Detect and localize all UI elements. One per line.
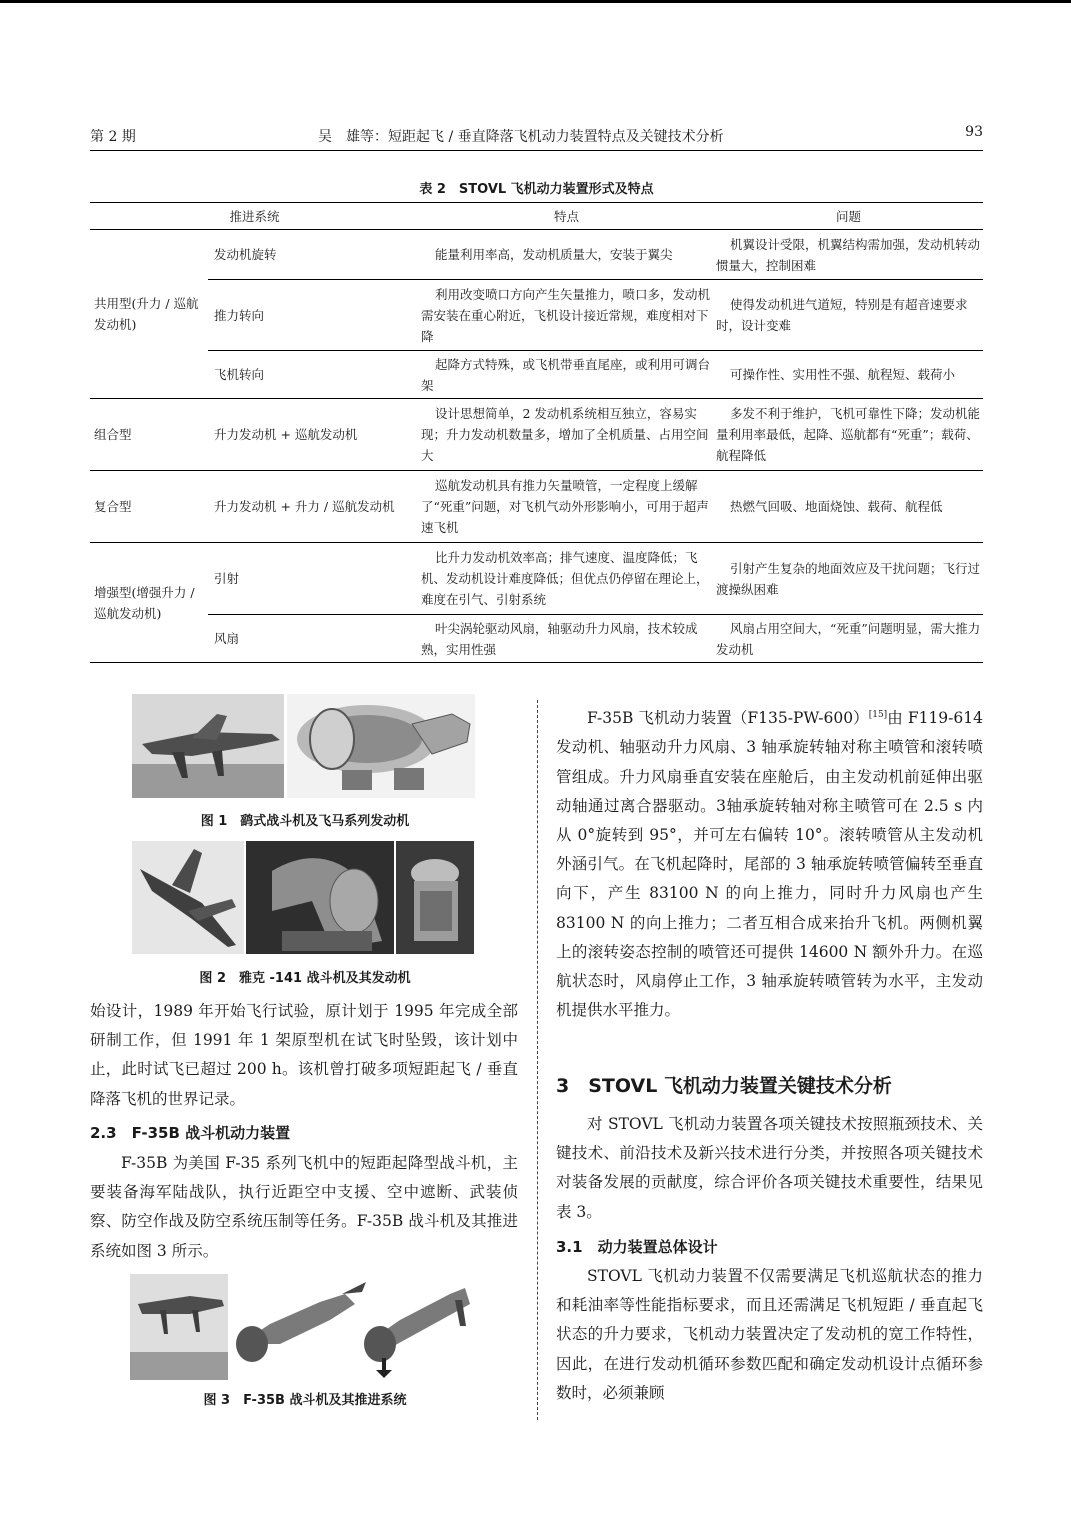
f-35b-propulsion-image: [130, 1274, 472, 1380]
harrier-and-pegasus-image: [132, 694, 475, 798]
running-head: [90, 124, 983, 151]
heading-3-1: 3.1 动力装置总体设计: [556, 1238, 718, 1256]
right-paragraph-2: 对 STOVL 飞机动力装置各项关键技术按照瓶颈技术、关键技术、前沿技术及新兴技术进行分类，并按照各项关键技术对装备发展的贡献度，综合评价各项关键技术重要性，结果见表 3。: [556, 1115, 983, 1221]
heading-3: 3 STOVL 飞机动力装置关键技术分析: [556, 1075, 892, 1097]
issue-cell: 机翼设计受限，机翼结构需加强，发动机转动惯量大，控制困难: [716, 236, 981, 273]
figure-3-images: [130, 1274, 472, 1380]
feature-cell: 叶尖涡轮驱动风扇，轴驱动升力风扇，技术较成熟，实用性强: [419, 615, 714, 663]
figure-1-images: [132, 694, 475, 798]
issue-cell: 多发不利于维护，飞机可靠性下降；发动机能量利用率最低，起降、巡航都有“死重”；载荷、航程降低: [714, 399, 983, 471]
figure-2-images: [132, 841, 474, 954]
issue-cell: 风扇占用空间大，“死重”问题明显，需大推力发动机: [714, 615, 983, 663]
table-row: [90, 351, 983, 399]
left-paragraph-2: F-35B 为美国 F-35 系列飞机中的短距起降型战斗机，主要装备海军陆战队，执行近距空中支援、空中遮断、武装侦察、防空作战及防空系统压制等任务。F-35B 战斗机及其推进系统如图 3 所示。: [90, 1154, 518, 1260]
table-row: [90, 280, 983, 351]
figure-3-caption: 图 3 F-35B 战斗机及其推进系统: [203, 1393, 407, 1408]
yak-141-and-engine-image: [132, 841, 474, 954]
column-divider: [537, 700, 538, 1420]
system-cell: 升力发动机 + 升力 / 巡航发动机: [208, 471, 419, 543]
header-system: 推进系统: [90, 203, 419, 230]
citation-15: [15]: [868, 710, 888, 720]
system-cell: 风扇: [208, 615, 419, 663]
table-row: [90, 399, 983, 471]
left-paragraph-1: 始设计，1989 年开始飞行试验，原计划于 1995 年完成全部研制工作，但 1991 年 1 架原型机在试飞时坠毁，该计划中止，此时试飞已超过 200 h。该机曾打破多项短距起飞 / 垂直降落飞机的世界记录。: [90, 1002, 518, 1108]
system-cell: 引射: [208, 543, 419, 615]
table-row: [90, 543, 983, 615]
system-cell: 推力转向: [208, 280, 419, 351]
right-paragraph-1-body: 由 F119-614 发动机、轴驱动升力风扇、3 轴承旋转轴对称主喷管和滚转喷管组成。升力风扇垂直安装在座舱后，由主发动机前延伸出驱动轴通过离合器驱动。3轴承旋转轴对称主喷管可在 2.5 s 内从 0°旋转到 95°，并可左右偏转 10°。滚转喷管从主发动机外涵引气。在飞机起降时，尾部的 3 轴承旋转喷管偏转至垂直向下，产生 83100 N 的向上推力，同时升力风扇也产生 83100 N 的向上推力；二者互相合成来抬升飞机。两侧机翼上的滚转姿态控制的喷管还可提供 14600 N 额外升力。在巡航状态时，风扇停止工作，3 轴承旋转喷管转为水平，主发动机提供水平推力。: [556, 709, 983, 1020]
top-rule: [0, 0, 1071, 3]
issue-cell: 可操作性、实用性不强、航程短、载荷小: [714, 351, 983, 399]
figure-2-caption: 图 2 雅克 -141 战斗机及其发动机: [199, 971, 411, 986]
running-title: 吴 雄等：短距起飞 / 垂直降落飞机动力装置特点及关键技术分析: [318, 129, 724, 145]
figure-1-caption: 图 1 鹞式战斗机及飞马系列发动机: [200, 814, 410, 829]
feature-cell: 利用改变喷口方向产生矢量推力，喷口多，发动机需安装在重心附近，飞机设计接近常规，难度相对下降: [419, 280, 714, 351]
group-cell: 组合型: [90, 399, 208, 471]
feature-cell: 比升力发动机效率高；排气速度、温度降低；飞机、发动机设计难度降低；但优点仍停留在理论上，难度在引气、引射系统: [419, 543, 714, 615]
group-cell: 共用型(升力 / 巡航发动机): [94, 296, 199, 332]
feature-cell: 能量利用率高，发动机质量大，安装于翼尖: [435, 247, 673, 262]
header-issue: 问题: [714, 203, 983, 230]
header-feature: 特点: [419, 203, 714, 230]
heading-2-3: 2.3 F-35B 战斗机动力装置: [90, 1124, 291, 1142]
propulsion-table: [90, 202, 983, 663]
group-cell: 复合型: [90, 471, 208, 543]
group-cell: 增强型(增强升力 / 巡航发动机): [90, 543, 208, 663]
table-caption: 表 2 STOVL 飞机动力装置形式及特点: [419, 182, 654, 197]
issue-cell: 使得发动机进气道短，特别是有超音速要求时，设计变难: [714, 280, 983, 351]
page-number: 93: [965, 124, 983, 140]
system-cell: 发动机旋转: [214, 247, 277, 262]
table-row: [90, 230, 983, 280]
system-cell: 升力发动机 + 巡航发动机: [208, 399, 419, 471]
issue-cell: 引射产生复杂的地面效应及干扰问题；飞行过渡操纵困难: [714, 543, 983, 615]
table-header-row: [90, 203, 983, 230]
right-paragraph-1-lead: F-35B 飞机动力装置（F135-PW-600）: [587, 709, 869, 728]
right-paragraph-3: STOVL 飞机动力装置不仅需要满足飞机巡航状态的推力和耗油率等性能指标要求，而且还需满足飞机短距 / 垂直起飞状态的升力要求，飞机动力装置决定了发动机的宽工作特性，因此，在进行发动机循环参数匹配和确定发动机设计点循环参数时，必须兼顾: [556, 1267, 983, 1402]
table-row: [90, 471, 983, 543]
feature-cell: 巡航发动机具有推力矢量喷管，一定程度上缓解了“死重”问题，对飞机气动外形影响小，可用于超声速飞机: [419, 471, 714, 543]
table-row: [90, 615, 983, 663]
feature-cell: 起降方式特殊，或飞机带垂直尾座，或利用可调台架: [419, 351, 714, 399]
right-paragraph-1: [556, 701, 983, 1025]
feature-cell: 设计思想简单，2 发动机系统相互独立，容易实现；升力发动机数量多，增加了全机质量、占用空间大: [419, 399, 714, 471]
issue-cell: 热燃气回吸、地面烧蚀、载荷、航程低: [714, 471, 983, 543]
system-cell: 飞机转向: [208, 351, 419, 399]
issue-number: 第 2 期: [90, 129, 136, 145]
